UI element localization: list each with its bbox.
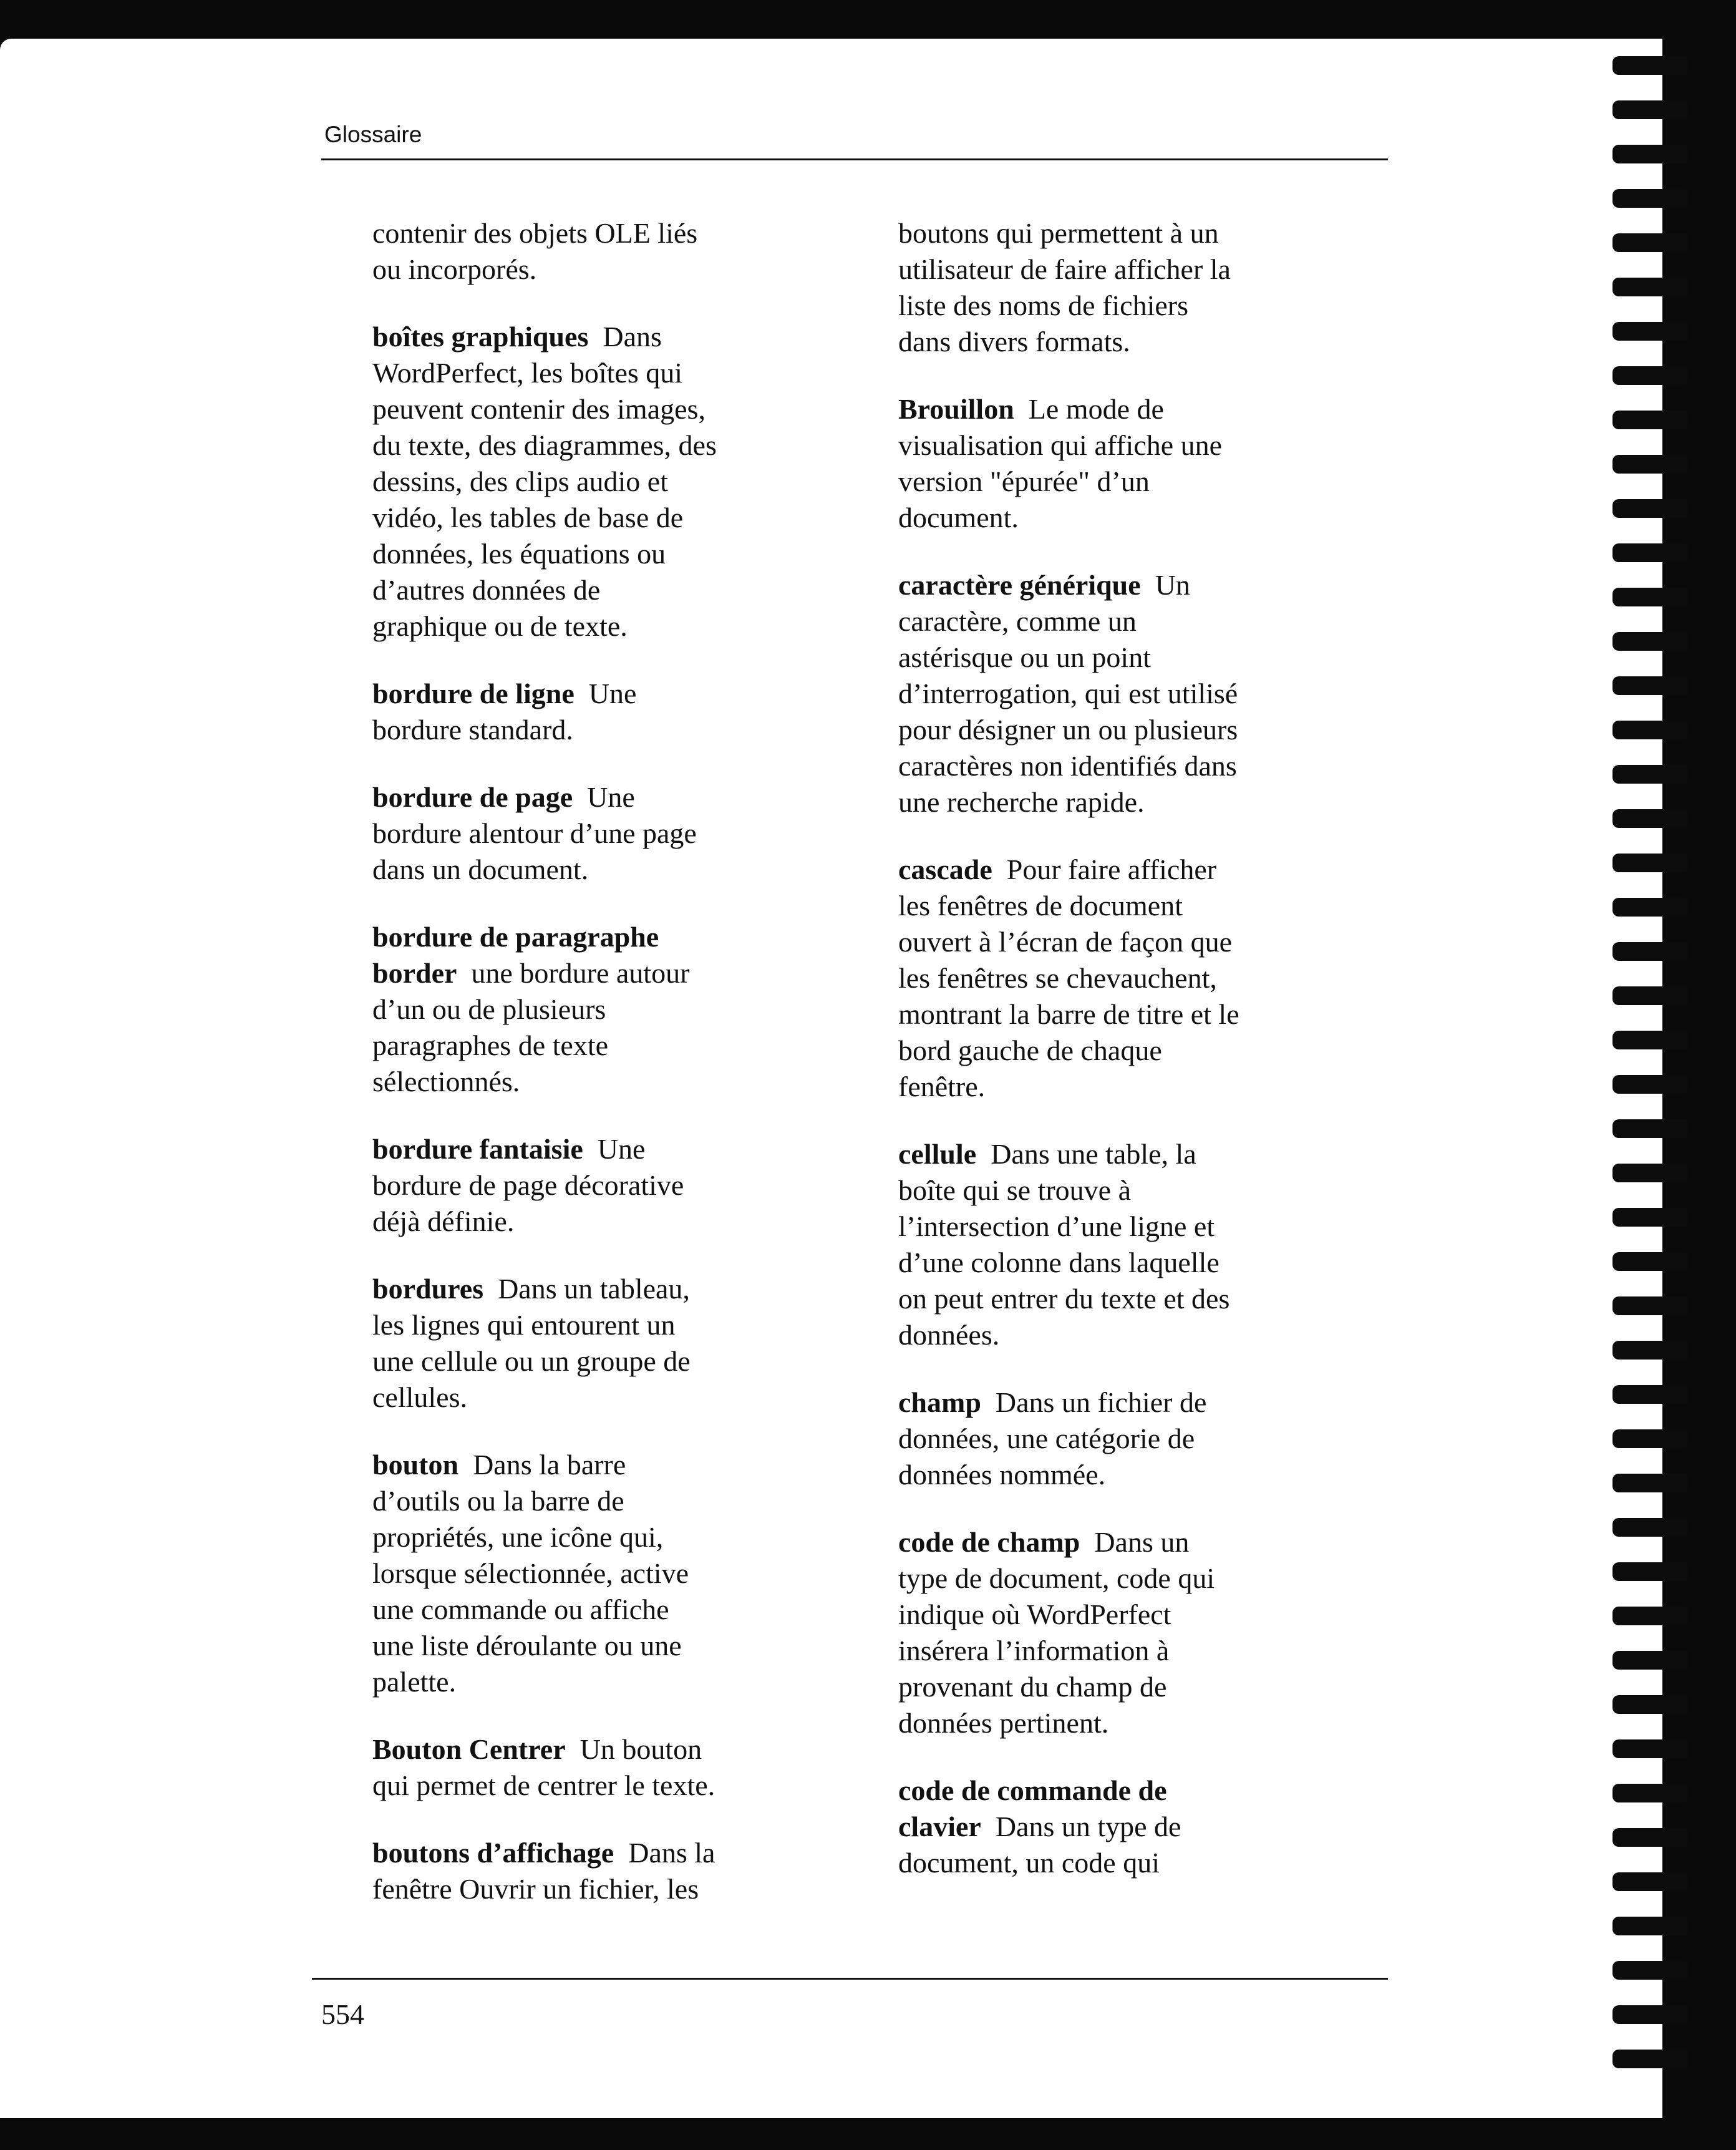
glossary-definition-line: qui permet de centrer le texte. <box>372 1769 715 1801</box>
glossary-definition: une bordure autour <box>457 957 690 989</box>
binding-ring <box>1612 1385 1687 1404</box>
glossary-entry <box>898 1136 1322 1353</box>
binding-ring <box>1612 632 1687 651</box>
glossary-entry <box>898 1384 1322 1493</box>
glossary-definition-line: une liste déroulante ou une <box>372 1630 682 1661</box>
glossary-term-line <box>898 1384 1322 1421</box>
scan-border-top <box>0 0 1736 44</box>
glossary-definition-line: bordure de page décorative <box>372 1169 684 1201</box>
glossary-definition-line: données, les équations ou <box>372 538 666 570</box>
glossary-term-line <box>372 1131 784 1167</box>
page-header: Glossaire <box>324 122 422 147</box>
glossary-definition-line: dessins, des clips audio et <box>372 465 668 497</box>
glossary-definition: Dans la barre <box>458 1449 626 1481</box>
glossary-definition-line: déjà définie. <box>372 1205 515 1237</box>
page <box>0 39 1662 2119</box>
binding-ring <box>1612 1341 1687 1360</box>
binding-ring <box>1612 145 1687 163</box>
glossary-definition-line: montrant la barre de titre et le <box>898 998 1239 1030</box>
glossary-term-line <box>372 779 784 815</box>
glossary-term: border <box>372 957 457 989</box>
glossary-entry <box>372 1835 784 1907</box>
binding-ring <box>1612 1296 1687 1315</box>
glossary-definition-line: palette. <box>372 1666 457 1698</box>
binding-ring <box>1612 1208 1687 1227</box>
binding-ring <box>1612 189 1687 208</box>
binding-ring <box>1612 1031 1687 1049</box>
glossary-term-line <box>372 1835 784 1871</box>
glossary-term: champ <box>898 1386 981 1418</box>
glossary-term: cellule <box>898 1138 977 1170</box>
glossary-definition: Dans un type de <box>981 1811 1181 1842</box>
glossary-definition-line: type de document, code qui <box>898 1562 1215 1594</box>
glossary-definition-line: graphique ou de texte. <box>372 610 628 642</box>
header-rule <box>321 158 1388 160</box>
glossary-definition-line: bordure alentour d’une page <box>372 817 697 849</box>
glossary-definition: Une <box>583 1133 646 1165</box>
glossary-definition: Le mode de <box>1014 393 1164 425</box>
glossary-definition-line: peuvent contenir des images, <box>372 393 706 425</box>
right-column <box>898 215 1322 1912</box>
glossary-term-line <box>372 955 784 991</box>
spiral-binding <box>1597 37 1736 2109</box>
binding-ring <box>1612 322 1687 341</box>
glossary-definition: Dans un tableau, <box>483 1273 690 1305</box>
binding-ring <box>1612 765 1687 784</box>
glossary-term: cascade <box>898 854 992 885</box>
glossary-definition-line: boutons qui permettent à un <box>898 217 1219 249</box>
glossary-term: code de commande de <box>898 1774 1167 1806</box>
binding-ring <box>1612 1607 1687 1625</box>
glossary-definition-line: bord gauche de chaque <box>898 1034 1162 1066</box>
glossary-definition-line: paragraphes de texte <box>372 1029 609 1061</box>
glossary-term: Brouillon <box>898 393 1014 425</box>
binding-ring <box>1612 100 1687 119</box>
glossary-term-line <box>898 1809 1322 1845</box>
glossary-definition-line: du texte, des diagrammes, des <box>372 429 717 461</box>
binding-ring <box>1612 2050 1687 2068</box>
glossary-definition-line: données pertinent. <box>898 1707 1109 1739</box>
glossary-definition-line: document. <box>898 502 1019 533</box>
glossary-term: bordure de page <box>372 781 573 813</box>
glossary-term: bouton <box>372 1449 459 1481</box>
glossary-term-line <box>372 676 784 712</box>
glossary-term: Bouton Centrer <box>372 1733 566 1765</box>
glossary-definition-line: provenant du champ de <box>898 1671 1167 1703</box>
glossary-definition-line: astérisque ou un point <box>898 641 1151 673</box>
binding-ring <box>1612 1917 1687 1935</box>
glossary-definition-line: lorsque sélectionnée, active <box>372 1557 689 1589</box>
glossary-term-line <box>898 391 1322 427</box>
glossary-definition: Un bouton <box>565 1733 702 1765</box>
glossary-entry <box>372 1447 784 1700</box>
glossary-definition-line: liste des noms de fichiers <box>898 289 1189 321</box>
glossary-term: boîtes graphiques <box>372 321 589 353</box>
binding-ring <box>1612 499 1687 518</box>
glossary-definition-line: vidéo, les tables de base de <box>372 502 684 533</box>
glossary-definition-line: d’outils ou la barre de <box>372 1485 624 1517</box>
binding-ring <box>1612 854 1687 872</box>
glossary-definition-line: données nommée. <box>898 1459 1106 1491</box>
glossary-definition-line: d’une colonne dans laquelle <box>898 1247 1220 1278</box>
binding-ring <box>1612 1739 1687 1758</box>
glossary-entry <box>372 215 784 288</box>
glossary-definition-line: d’interrogation, qui est utilisé <box>898 678 1238 709</box>
glossary-definition-line: d’un ou de plusieurs <box>372 993 606 1025</box>
glossary-definition-line: cellules. <box>372 1381 467 1413</box>
glossary-definition: Une <box>574 678 637 709</box>
glossary-definition-line: visualisation qui affiche une <box>898 429 1223 461</box>
glossary-definition-line: utilisateur de faire afficher la <box>898 253 1231 285</box>
glossary-definition-line: une recherche rapide. <box>898 786 1145 818</box>
glossary-definition-line: ouvert à l’écran de façon que <box>898 926 1233 958</box>
footer-rule <box>312 1978 1388 1980</box>
glossary-definition-line: contenir des objets OLE liés <box>372 217 698 249</box>
binding-ring <box>1612 56 1687 75</box>
binding-ring <box>1612 721 1687 739</box>
glossary-entry <box>898 852 1322 1105</box>
glossary-entry <box>898 1524 1322 1741</box>
glossary-entry <box>372 919 784 1100</box>
glossary-definition: Dans une table, la <box>976 1138 1196 1170</box>
binding-ring <box>1612 1872 1687 1891</box>
glossary-term-line <box>898 852 1322 888</box>
binding-ring <box>1612 278 1687 296</box>
glossary-entry <box>372 1271 784 1416</box>
glossary-definition: Dans <box>588 321 662 353</box>
glossary-term-line <box>898 567 1322 603</box>
binding-ring <box>1612 411 1687 429</box>
glossary-definition-line: indique où WordPerfect <box>898 1598 1171 1630</box>
scan-border-bottom <box>0 2118 1736 2150</box>
page-number: 554 <box>321 1998 364 2030</box>
binding-ring <box>1612 676 1687 695</box>
glossary-definition-line: d’autres données de <box>372 574 601 606</box>
binding-ring <box>1612 809 1687 828</box>
glossary-definition-line: WordPerfect, les boîtes qui <box>372 357 683 389</box>
glossary-term: bordure de ligne <box>372 678 575 709</box>
binding-ring <box>1612 366 1687 385</box>
glossary-entry <box>898 391 1322 536</box>
glossary-entry <box>372 1131 784 1240</box>
glossary-definition-line: l’intersection d’une ligne et <box>898 1210 1215 1242</box>
glossary-entry <box>898 215 1322 360</box>
glossary-definition: Pour faire afficher <box>992 854 1217 885</box>
glossary-definition-line: fenêtre Ouvrir un fichier, les <box>372 1873 699 1905</box>
binding-ring <box>1612 1429 1687 1448</box>
glossary-term: caractère générique <box>898 569 1141 601</box>
glossary-definition: Dans un <box>1080 1526 1190 1558</box>
glossary-definition-line: pour désigner un ou plusieurs <box>898 714 1238 746</box>
binding-ring <box>1612 942 1687 961</box>
binding-ring <box>1612 455 1687 474</box>
glossary-definition-line: ou incorporés. <box>372 253 537 285</box>
binding-ring <box>1612 1828 1687 1847</box>
binding-ring <box>1612 1474 1687 1492</box>
binding-ring <box>1612 543 1687 562</box>
glossary-entry <box>898 1773 1322 1881</box>
binding-ring <box>1612 1164 1687 1182</box>
glossary-definition-line: boîte qui se trouve à <box>898 1174 1132 1206</box>
glossary-term: clavier <box>898 1811 981 1842</box>
glossary-definition-line: une cellule ou un groupe de <box>372 1345 691 1377</box>
glossary-definition: Un <box>1140 569 1190 601</box>
glossary-definition-line: bordure standard. <box>372 714 573 746</box>
binding-ring <box>1612 1784 1687 1802</box>
binding-ring <box>1612 588 1687 606</box>
glossary-definition: Dans un fichier de <box>981 1386 1207 1418</box>
glossary-entry <box>372 319 784 645</box>
glossary-definition-line: données, une catégorie de <box>898 1423 1195 1454</box>
glossary-term: code de champ <box>898 1526 1080 1558</box>
glossary-term-line <box>372 1731 784 1768</box>
glossary-definition-line: sélectionnés. <box>372 1066 520 1097</box>
binding-ring <box>1612 2005 1687 2024</box>
binding-ring <box>1612 1119 1687 1138</box>
binding-ring <box>1612 898 1687 917</box>
glossary-entry <box>372 676 784 748</box>
glossary-definition-line: une commande ou affiche <box>372 1593 669 1625</box>
glossary-definition-line: dans un document. <box>372 854 589 885</box>
glossary-term-line <box>372 1447 784 1483</box>
glossary-definition-line: on peut entrer du texte et des <box>898 1283 1230 1315</box>
glossary-term: boutons d’affichage <box>372 1837 614 1869</box>
glossary-term-line <box>898 1524 1322 1560</box>
binding-ring <box>1612 1252 1687 1271</box>
glossary-term-line <box>372 319 784 355</box>
glossary-entry <box>898 567 1322 820</box>
glossary-definition: Une <box>573 781 635 813</box>
binding-ring <box>1612 1562 1687 1581</box>
glossary-definition-line: caractères non identifiés dans <box>898 750 1237 782</box>
glossary-definition-line: les fenêtres se chevauchent, <box>898 962 1217 994</box>
binding-ring <box>1612 1518 1687 1537</box>
glossary-term: bordure de paragraphe <box>372 921 659 953</box>
binding-ring <box>1612 1961 1687 1980</box>
glossary-term-line <box>898 1136 1322 1172</box>
binding-ring <box>1612 1075 1687 1094</box>
binding-ring <box>1612 1695 1687 1714</box>
glossary-definition-line: version "épurée" d’un <box>898 465 1150 497</box>
glossary-definition-line: propriétés, une icône qui, <box>372 1521 664 1553</box>
glossary-definition-line: document, un code qui <box>898 1847 1160 1879</box>
glossary-definition: Dans la <box>614 1837 715 1869</box>
glossary-definition-line: dans divers formats. <box>898 326 1130 358</box>
glossary-entry <box>372 1731 784 1804</box>
glossary-definition-line: données. <box>898 1319 1000 1351</box>
glossary-definition-line: fenêtre. <box>898 1071 986 1102</box>
binding-ring <box>1612 1651 1687 1670</box>
binding-ring <box>1612 233 1687 252</box>
glossary-term: bordures <box>372 1273 484 1305</box>
left-column <box>372 215 784 1938</box>
glossary-entry <box>372 779 784 888</box>
glossary-definition-line: insérera l’information à <box>898 1635 1170 1666</box>
glossary-term: bordure fantaisie <box>372 1133 583 1165</box>
glossary-definition-line: les fenêtres de document <box>898 890 1183 922</box>
binding-ring <box>1612 986 1687 1005</box>
glossary-definition-line: les lignes qui entourent un <box>372 1309 676 1341</box>
glossary-term-line <box>372 1271 784 1307</box>
glossary-definition-line: caractère, comme un <box>898 605 1137 637</box>
